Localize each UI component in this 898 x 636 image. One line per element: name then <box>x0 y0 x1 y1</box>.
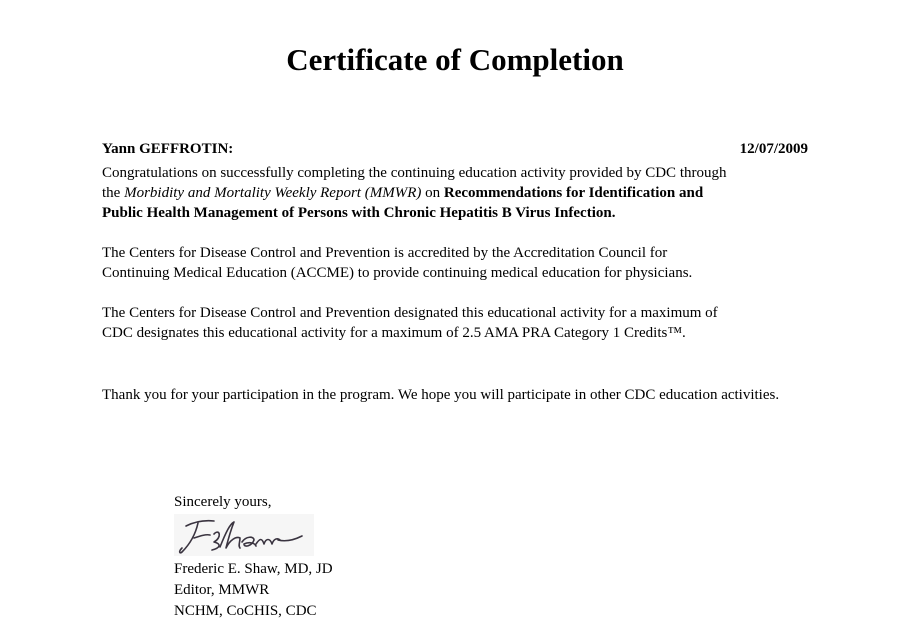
recipient-name: Yann GEFFROTIN: <box>102 141 234 157</box>
congratulations-line-2 <box>102 183 742 203</box>
signer-block <box>174 559 333 622</box>
signer-organization: NCHM, CoCHIS, CDC <box>174 603 317 619</box>
line-prefix-text: the <box>102 185 125 201</box>
course-title-part-2: Public Health Management of Persons with Chronic Hepatitis B Virus Infection. <box>102 205 616 221</box>
thank-you-paragraph: Thank you for your participation in the program. We hope you will participate in other CDC education activities. <box>102 387 780 403</box>
signature-image <box>174 514 314 556</box>
closing-salutation: Sincerely yours, <box>174 494 272 510</box>
signer-name: Frederic E. Shaw, MD, JD <box>174 561 333 577</box>
congratulations-line-1: Congratulations on successfully completing the continuing education activity provided by CDC through <box>102 165 727 181</box>
accreditation-line-2: Continuing Medical Education (ACCME) to provide continuing medical education for physicians. <box>102 265 693 281</box>
connector-text: on <box>421 185 444 201</box>
completion-date: 12/07/2009 <box>739 141 808 157</box>
course-title-part-1: Recommendations for Identification and <box>443 185 704 201</box>
handwritten-signature <box>174 514 314 556</box>
signer-title: Editor, MMWR <box>174 582 270 598</box>
credit-designation-paragraph <box>102 303 742 343</box>
publication-name: Morbidity and Mortality Weekly Report (MMWR) <box>124 185 422 201</box>
congratulations-paragraph <box>102 163 742 223</box>
certificate-title: Certificate of Completion <box>286 42 624 77</box>
credit-line-2: CDC designates this educational activity for a maximum of 2.5 AMA PRA Category 1 Credits™. <box>102 325 686 341</box>
accreditation-paragraph <box>102 243 742 283</box>
credit-line-1: The Centers for Disease Control and Prevention designated this educational activity for a maximum of <box>102 305 718 321</box>
accreditation-line-1: The Centers for Disease Control and Prevention is accredited by the Accreditation Council for <box>102 245 668 261</box>
